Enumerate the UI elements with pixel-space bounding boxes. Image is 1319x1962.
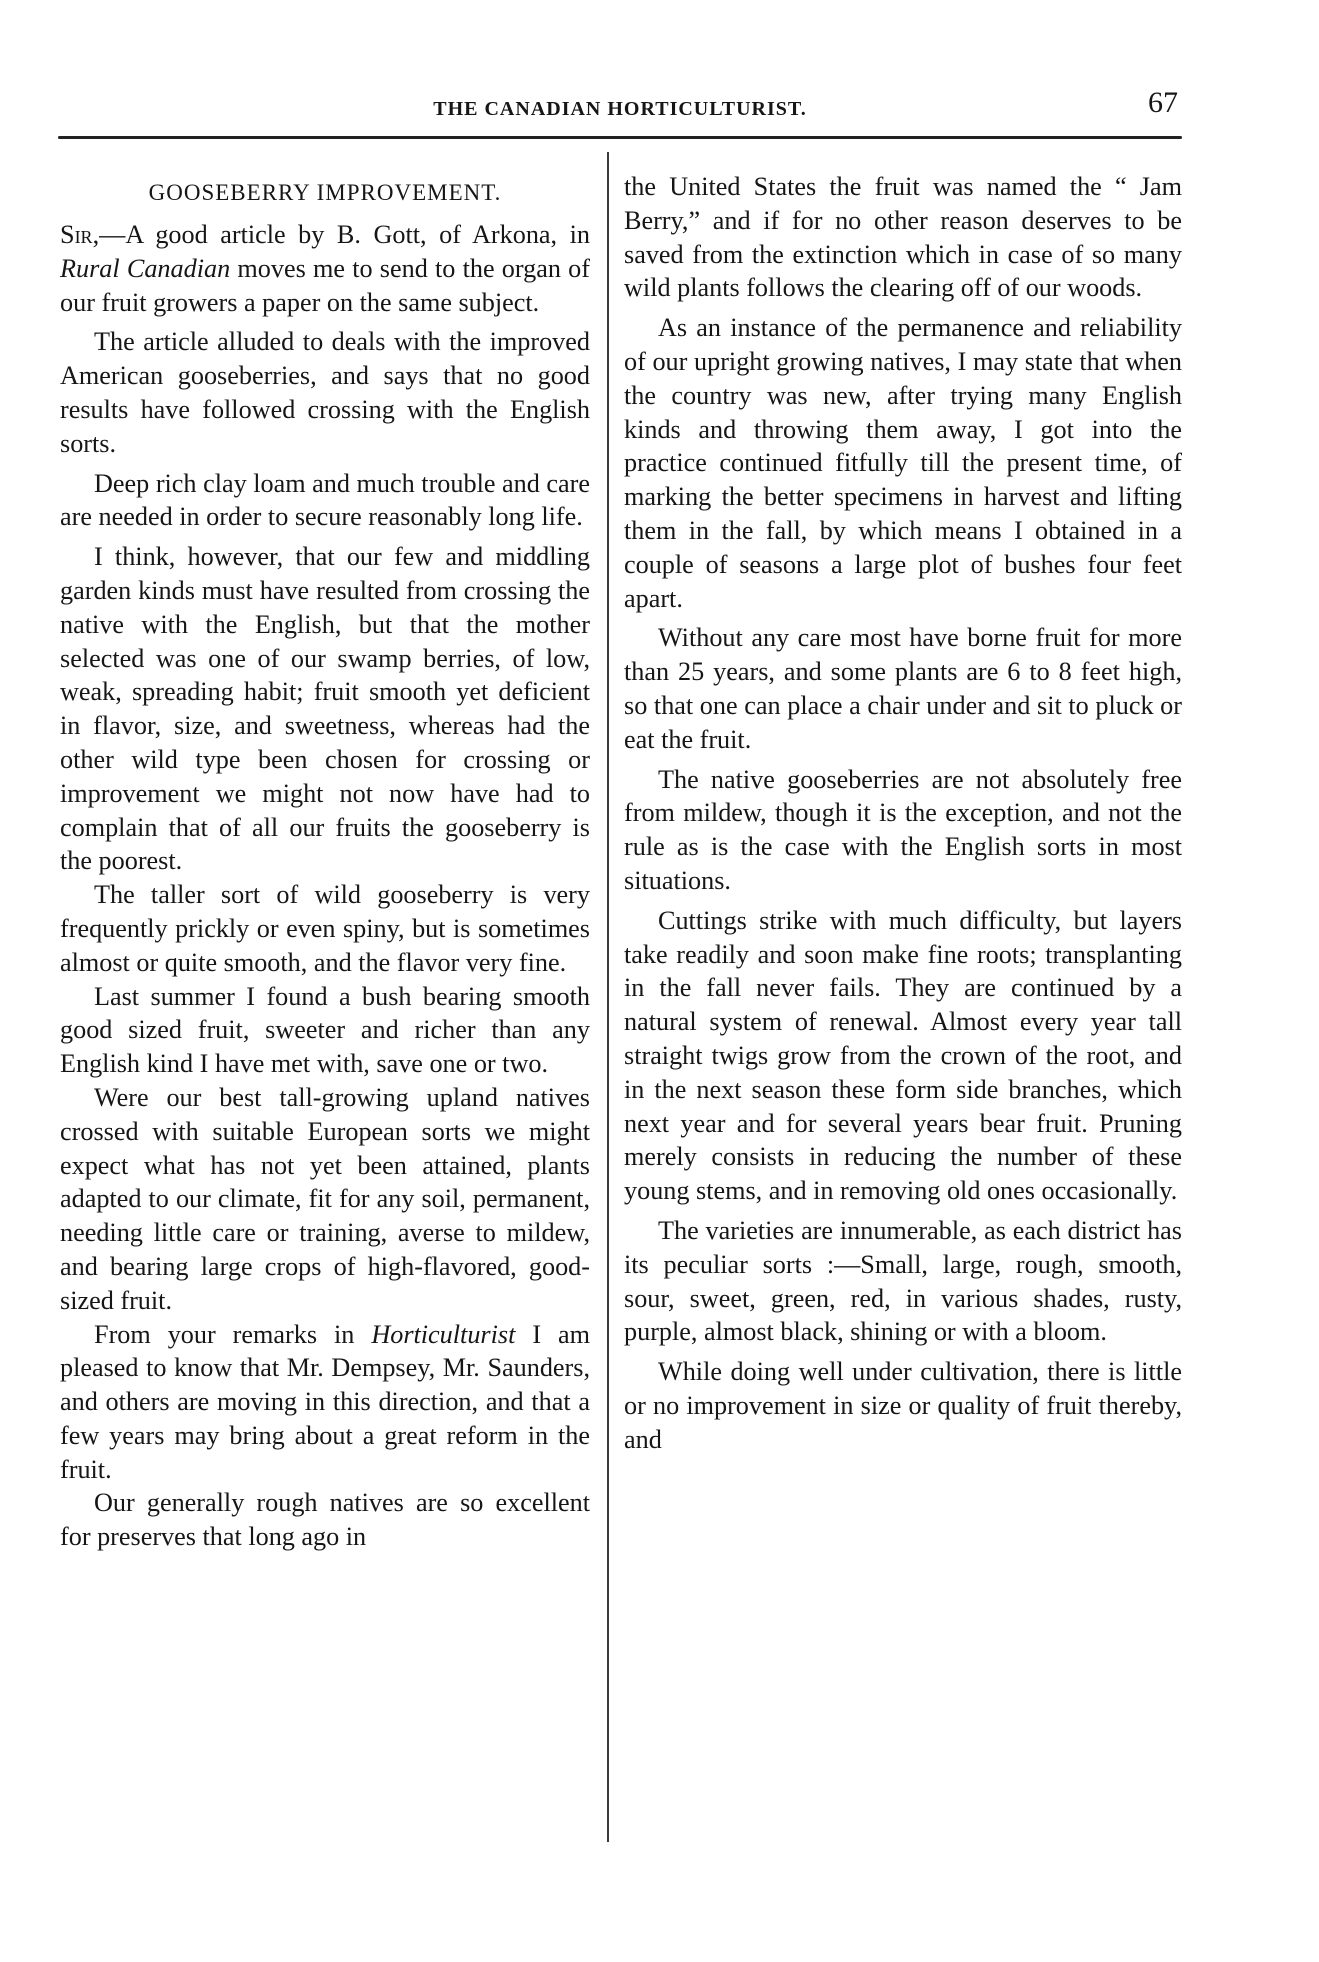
paragraph: The varieties are innumerable, as each district has its peculiar sorts :—Small, large, rough, smooth, sour, sweet, green, red, in various shades, rusty, purple, almost black, shining or with a bloom. — [624, 1215, 1182, 1347]
paragraph-text: I am pleased to know that Mr. Dempsey, Mr. Saunders, and others are moving in this direction, and that a few years may bring about a great reform in the fruit. — [60, 1319, 590, 1484]
paragraph-text: From your remarks in — [94, 1319, 372, 1349]
paragraph: Cuttings strike with much difficulty, but layers take readily and soon make fine roots; transplanting in the fall never fails. They are continued by a natural system of renewal. Almost every year tall straight twigs grow from the crown of the root, and in the next season these form side branches, which next year and for several years bear fruit. Pruning merely consists in reducing the number of these young stems, and in removing old ones occasionally. — [624, 905, 1182, 1206]
paragraph: The article alluded to deals with the improved American gooseberries, and says that no good results have followed crossing with the English sorts. — [60, 327, 590, 458]
paragraph — [60, 218, 590, 319]
paragraph: I think, however, that our few and middling garden kinds must have resulted from crossing the native with the English, but that the mother selected was one of our swamp berries, of low, weak, spreading habit; fruit smooth yet deficient in flavor, size, and sweetness, whereas had the other wild type been chosen for crossing or improvement we might not now have had to complain that of all our fruits the gooseberry is the poorest. — [60, 542, 590, 876]
paragraph: The taller sort of wild gooseberry is very frequently prickly or even spiny, but is sometimes almost or quite smooth, and the flavor very fine. — [60, 880, 590, 977]
publication-name: Rural Canadian — [60, 253, 231, 283]
paragraph: Without any care most have borne fruit for more than 25 years, and some plants are 6 to 8 feet high, so that one can place a chair under and sit to pluck or eat the fruit. — [624, 623, 1182, 754]
paragraph-text: —A good article by B. Gott, of Arkona, in — [99, 220, 590, 249]
running-head — [60, 86, 1180, 132]
salutation: Sir, — [60, 220, 100, 249]
paragraph: The native gooseberries are not absolutely free from mildew, though it is the exception, and not the rule as is the case with the English sorts in most situations. — [624, 764, 1182, 895]
paragraph: While doing well under cultivation, there is little or no improvement in size or quality of fruit thereby, and — [624, 1357, 1182, 1454]
paragraph: Last summer I found a bush bearing smooth good sized fruit, sweeter and richer than any English kind I have met with, save one or two. — [60, 981, 590, 1079]
right-column — [624, 170, 1182, 1456]
paragraph: As an instance of the permanence and reliability of our upright growing natives, I may state that when the country was new, after trying many English kinds and throwing them away, I got into the practice continued fitfully till the present time, of marking the better specimens in harvest and lifting them in the fall, by which means I obtained in a couple of seasons a large plot of bushes four feet apart. — [624, 313, 1182, 613]
column-divider — [607, 152, 609, 1842]
paragraph — [60, 1318, 590, 1487]
publication-name: Horticulturist — [371, 1319, 516, 1349]
paragraph: Were our best tall-growing upland natives crossed with suitable European sorts we might expect what has not yet been attained, plants adapted to our climate, fit for any soil, permanent, needing little care or training, averse to mildew, and bearing large crops of high-flavored, good-sized fruit. — [60, 1082, 590, 1315]
running-title: THE CANADIAN HORTICULTURIST. — [433, 98, 807, 120]
page-number: 67 — [1148, 86, 1178, 119]
left-column — [60, 170, 590, 1554]
paragraph: Deep rich clay loam and much trouble and care are needed in order to secure reasonably long life. — [60, 468, 590, 532]
paragraph: Our generally rough natives are so excellent for preserves that long ago in — [60, 1488, 590, 1552]
paragraph: the United States the fruit was named the “ Jam Berry,” and if for no other reason deserves to be saved from the extinction which in case of so many wild plants follows the clearing off of our woods. — [624, 172, 1182, 303]
header-rule — [58, 136, 1182, 139]
paragraph-text: moves me to send to the organ of our fruit growers a paper on the same subject. — [60, 253, 590, 317]
article-title: GOOSEBERRY IMPROVEMENT. — [148, 180, 502, 205]
